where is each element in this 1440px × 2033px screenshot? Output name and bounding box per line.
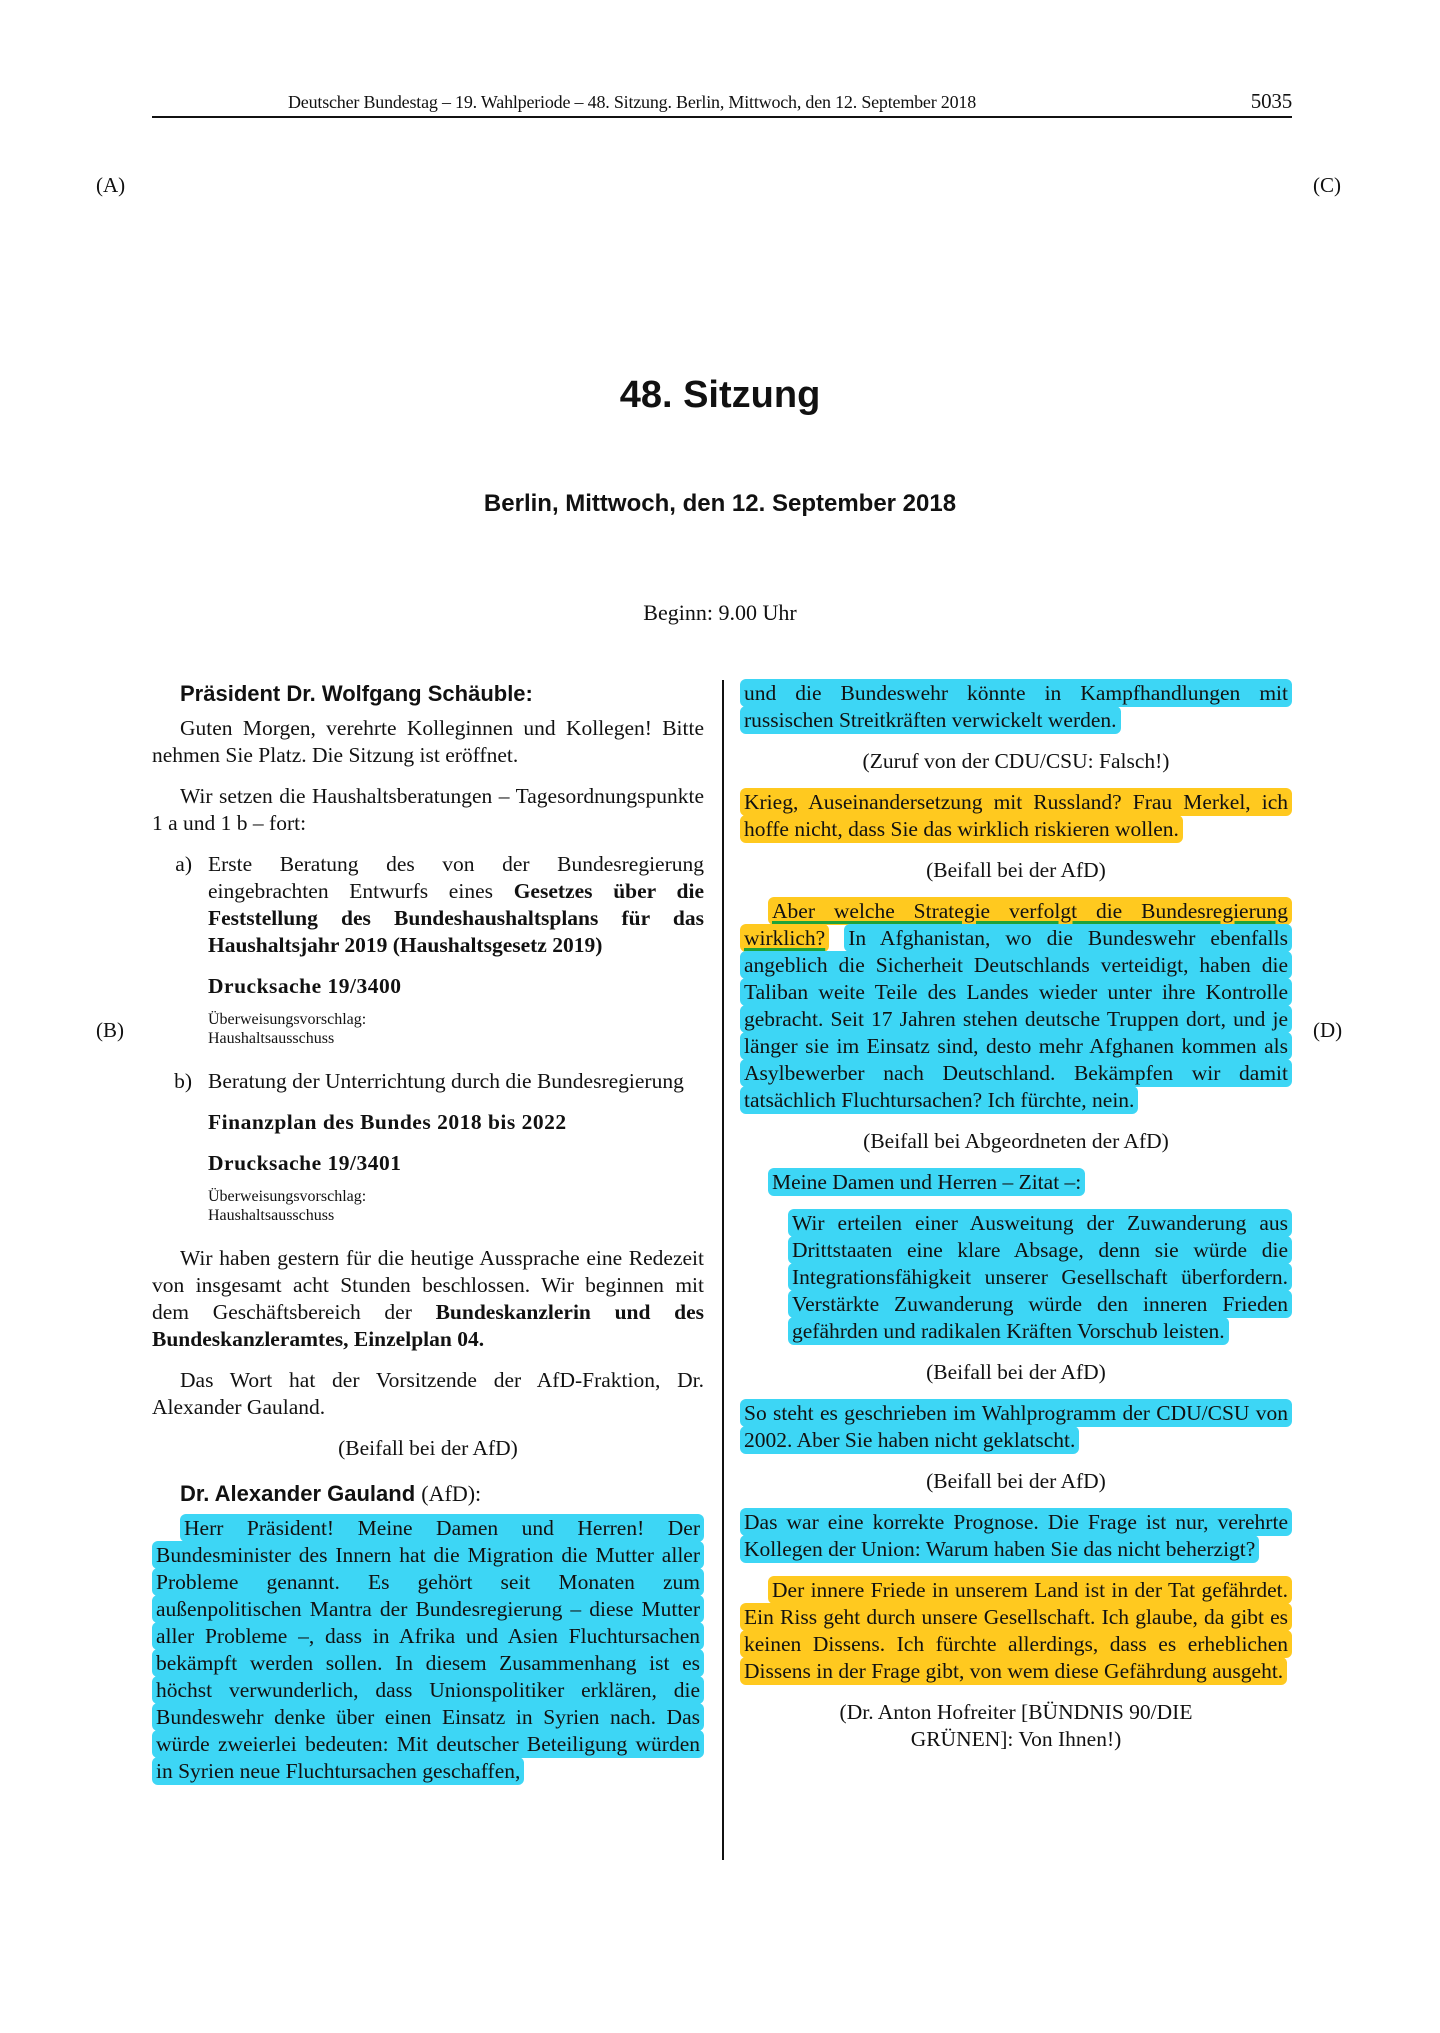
agenda-item-label: b) [174, 1069, 192, 1093]
drucksache-ref: Drucksache 19/3400 [208, 974, 402, 998]
paragraph-highlighted [740, 898, 1292, 1114]
interjection-note: (Dr. Anton Hofreiter [BÜNDNIS 90/DIE GRÜNEN]: Von Ihnen!) [839, 1700, 1193, 1751]
highlight-cyan: So steht es geschrieben im Wahlprogramm der CDU/CSU von 2002. Aber Sie haben nicht geklatscht. [740, 1399, 1292, 1454]
margin-marker-a: (A) [96, 173, 126, 197]
highlight-yellow-underlined: Aber welche Strategie verfolgt die Bundesregierung wirklich? [740, 897, 1292, 952]
session-title: 48. Sitzung [619, 374, 821, 416]
agenda-item-text-plain: Erste Beratung des von der Bundesregierung eingebrachten Entwurfs eines [208, 852, 704, 903]
applause-note: (Beifall bei der AfD) [926, 1360, 1106, 1384]
paragraph: Guten Morgen, verehrte Kolleginnen und Kollegen! Bitte nehmen Sie Platz. Die Sitzung ist eröffnet. [152, 716, 704, 767]
highlight-yellow: Krieg, Auseinandersetzung mit Russland? Frau Merkel, ich hoffe nicht, dass Sie das wirklich riskieren wollen. [740, 788, 1292, 843]
margin-marker-c: (C) [1313, 173, 1341, 197]
ueberweisung-note [208, 1187, 704, 1225]
highlight-cyan: In Afghanistan, wo die Bundeswehr ebenfalls angeblich die Sicherheit Deutschlands verteidigt, haben die Taliban weite Teile des Landes wieder unter ihre Kontrolle gebracht. Seit 17 Jahren stehen deutsche Truppen dort, und je länger sie im Einsatz sind, desto mehr Afghanen kommen als Asylbewerber nach Deutschland. Bekämpfen wir damit tatsächlich Fluchtursachen? Ich fürchte, nein. [740, 924, 1292, 1114]
highlight-cyan: Wir erteilen einer Ausweitung der Zuwanderung aus Drittstaaten eine klare Absage, denn sie würde die Integrationsfähigkeit unserer Gesellschaft überfordern. Verstärkte Zuwanderung würde den inneren Frieden gefährden und radikalen Kräften Vorschub leisten. [788, 1209, 1292, 1345]
session-dateline: Berlin, Mittwoch, den 12. September 2018 [483, 490, 957, 517]
right-column [740, 680, 1292, 1767]
paragraph-highlighted [740, 789, 1292, 843]
highlight-cyan: Meine Damen und Herren – Zitat –: [768, 1168, 1085, 1196]
speaker-heading [180, 1480, 704, 1507]
ueberweisung-note [208, 1010, 704, 1048]
interjection-note: (Zuruf von der CDU/CSU: Falsch!) [862, 749, 1170, 773]
margin-marker-d: (D) [1313, 1018, 1343, 1042]
agenda-item-text [208, 851, 704, 959]
left-column [152, 680, 704, 1799]
paragraph: Wir setzen die Haushaltsberatungen – Tagesordnungspunkte 1 a und 1 b – fort: [152, 784, 704, 835]
paragraph-highlighted [740, 1509, 1292, 1563]
paragraph [152, 1245, 704, 1353]
paragraph-bold: Bundeskanzlerin und des Bundeskanzleramtes, Einzelplan 04. [152, 1300, 704, 1351]
ueberweisung-label: Überweisungsvorschlag: [208, 1188, 367, 1205]
speaker-name: Dr. Alexander Gauland [180, 1481, 416, 1506]
applause-note: (Beifall bei der AfD) [926, 1469, 1106, 1493]
paragraph-highlighted [740, 1169, 1292, 1196]
highlight-yellow: Der innere Friede in unserem Land ist in der Tat gefährdet. Ein Riss geht durch unsere Gesellschaft. Ich glaube, da gibt es keinen Dissens. Ich fürchte allerdings, dass es erheblichen Dissens in der Frage gibt, von wem diese Gefährdung ausgeht. [740, 1576, 1292, 1685]
agenda-item-text: Beratung der Unterrichtung durch die Bundesregierung [208, 1069, 684, 1093]
paragraph-highlighted [740, 1577, 1292, 1685]
highlight-cyan: Herr Präsident! Meine Damen und Herren! Der Bundesminister des Innern hat die Migration die Mutter aller Probleme genannt. Es gehört seit Monaten zum außenpolitischen Mantra der Bundesregierung – diese Mutter aller Probleme –, dass in Afrika und Asien Fluchtursachen bekämpft werden sollen. In diesem Zusammenhang ist es höchst verwunderlich, dass Unionspolitiker erklären, die Bundeswehr denke über einen Einsatz in Syrien nach. Das würde zweierlei bedeuten: Mit deutscher Beteiligung würden in Syrien neue Fluchtursachen geschaffen, [152, 1514, 704, 1785]
paragraph-highlighted [740, 1400, 1292, 1454]
paragraph-highlighted [740, 680, 1292, 734]
margin-marker-b: (B) [96, 1018, 124, 1042]
highlight-cyan: Das war eine korrekte Prognose. Die Frage ist nur, verehrte Kollegen der Union: Warum haben Sie das nicht beherzigt? [740, 1508, 1292, 1563]
applause-note: (Beifall bei Abgeordneten der AfD) [863, 1129, 1169, 1153]
paragraph-highlighted [152, 1515, 704, 1785]
applause-note: (Beifall bei der AfD) [338, 1436, 518, 1460]
applause-note: (Beifall bei der AfD) [926, 858, 1106, 882]
agenda-item-a [152, 851, 704, 1060]
ueberweisung-value: Haushaltsausschuss [208, 1030, 335, 1047]
agenda-item-b [152, 1068, 704, 1237]
finanzplan-title: Finanzplan des Bundes 2018 bis 2022 [208, 1110, 567, 1134]
session-start-time: Beginn: 9.00 Uhr [643, 600, 797, 625]
ueberweisung-label: Überweisungsvorschlag: [208, 1011, 367, 1028]
drucksache-ref: Drucksache 19/3401 [208, 1151, 402, 1175]
speaker-party: (AfD): [421, 1481, 482, 1506]
paragraph-plain: Wir haben gestern für die heutige Aussprache eine Redezeit von insgesamt acht Stunden beschlossen. Wir beginnen mit dem Geschäftsbereich der [152, 1246, 704, 1324]
agenda-item-text-bold: Gesetzes über die Feststellung des Bundeshaushaltsplans für das Haushaltsjahr 2019 (Haushaltsgesetz 2019) [208, 879, 704, 957]
header-rule [152, 116, 1292, 118]
speaker-heading: Präsident Dr. Wolfgang Schäuble: [180, 681, 533, 706]
running-header: Deutscher Bundestag – 19. Wahlperiode – 48. Sitzung. Berlin, Mittwoch, den 12. September 2018 [288, 92, 976, 112]
paragraph: Das Wort hat der Vorsitzende der AfD-Fraktion, Dr. Alexander Gauland. [152, 1368, 704, 1419]
column-divider [722, 680, 724, 1860]
page-number: 5035 [1250, 89, 1292, 113]
quotation [788, 1210, 1292, 1345]
agenda-item-label: a) [175, 852, 192, 876]
ueberweisung-value: Haushaltsausschuss [208, 1207, 335, 1224]
highlight-cyan: und die Bundeswehr könnte in Kampfhandlungen mit russischen Streitkräften verwickelt werden. [740, 679, 1292, 734]
